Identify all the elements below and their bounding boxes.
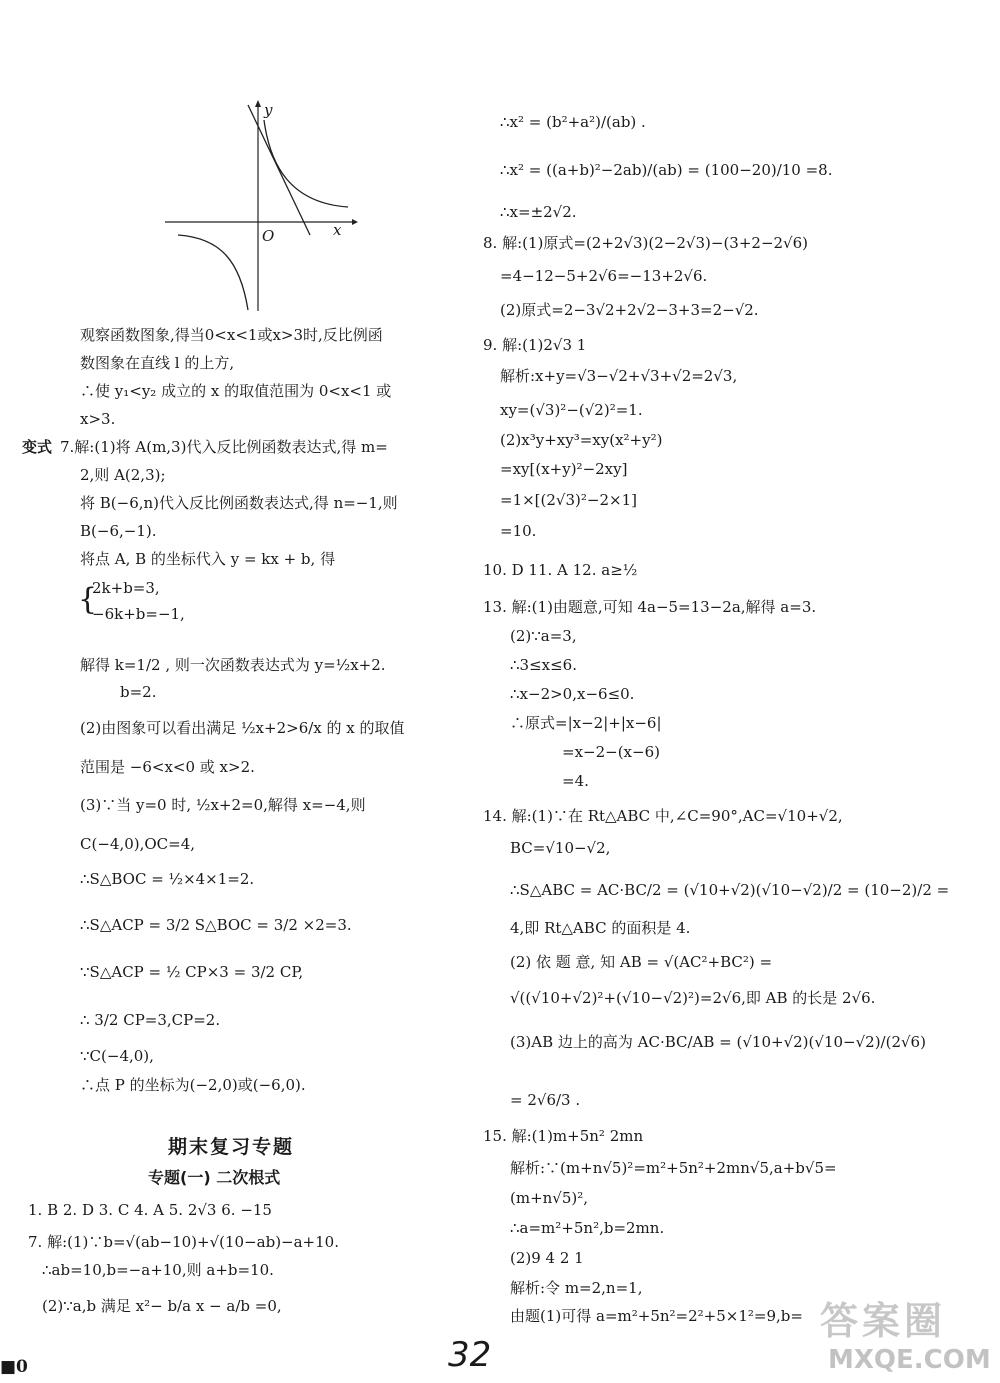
right-line: ∴原式=|x−2|+|x−6|	[510, 714, 662, 732]
left-line: 2k+b=3,	[92, 579, 160, 597]
left-line: 解得 k=1/2 , 则一次函数表达式为 y=½x+2.	[80, 656, 386, 674]
right-line: ∴x² = (b²+a²)/(ab) .	[500, 113, 646, 131]
left-line: b=2.	[120, 683, 157, 701]
right-line: (2)x³y+xy³=xy(x²+y²)	[500, 431, 663, 449]
left-line: (2)由图象可以看出满足 ½x+2>6/x 的 x 的取值	[80, 719, 405, 737]
right-line: BC=√10−√2,	[510, 839, 611, 857]
brace-icon: {	[78, 582, 98, 617]
left-line: 将 B(−6,n)代入反比例函数表达式,得 n=−1,则	[80, 494, 398, 512]
right-line: =1×[(2√3)²−2×1]	[500, 491, 637, 509]
left-line: (3)∵当 y=0 时, ½x+2=0,解得 x=−4,则	[80, 796, 366, 814]
right-line: 解析:∵(m+n√5)²=m²+5n²+2mn√5,a+b√5=	[510, 1159, 837, 1177]
left-line: B(−6,−1).	[80, 522, 157, 540]
left-line: ∴点 P 的坐标为(−2,0)或(−6,0).	[80, 1076, 306, 1094]
right-line: ∴x² = ((a+b)²−2ab)/(ab) = (100−20)/10 =8.	[500, 161, 833, 179]
right-line: ∴x=±2√2.	[500, 203, 577, 221]
graph-y-label: y	[264, 101, 273, 119]
left-line: C(−4,0),OC=4,	[80, 835, 196, 853]
graph-x-label: x	[333, 221, 342, 239]
right-line: 14. 解:(1)∵在 Rt△ABC 中,∠C=90°,AC=√10+√2,	[483, 807, 843, 825]
right-line: ∴S△ABC = AC·BC/2 = (√10+√2)(√10−√2)/2 = (10−2)/2 =	[510, 881, 950, 899]
handwritten-page-number: 32	[448, 1335, 492, 1375]
left-line: ∴ 3/2 CP=3,CP=2.	[80, 1011, 221, 1029]
right-line: =10.	[500, 522, 537, 540]
left-line: ∴使 y₁<y₂ 成立的 x 的取值范围为 0<x<1 或	[80, 382, 392, 400]
watermark-text: 答案圈	[820, 1299, 947, 1343]
watermark-url: MXQE.COM	[828, 1345, 991, 1375]
left-line: 将点 A, B 的坐标代入 y = kx + b, 得	[80, 550, 336, 568]
right-line: (2) 依 题 意, 知 AB = √(AC²+BC²) =	[510, 953, 773, 971]
left-line: ∴ab=10,b=−a+10,则 a+b=10.	[42, 1261, 274, 1279]
right-line: ∴a=m²+5n²,b=2mn.	[510, 1219, 665, 1237]
right-line: =4.	[562, 772, 589, 790]
page-number-left: ■0	[0, 1357, 28, 1377]
right-line: = 2√6/3 .	[510, 1091, 581, 1109]
right-line: 4,即 Rt△ABC 的面积是 4.	[510, 919, 691, 937]
left-line: ∵S△ACP = ½ CP×3 = 3/2 CP,	[80, 963, 304, 981]
section-subtitle: 专题(一) 二次根式	[148, 1168, 281, 1187]
right-line: 13. 解:(1)由题意,可知 4a−5=13−2a,解得 a=3.	[483, 598, 817, 616]
left-line: ∵C(−4,0),	[80, 1047, 154, 1065]
right-line: (3)AB 边上的高为 AC·BC/AB = (√10+√2)(√10−√2)/(2√6)	[510, 1033, 926, 1051]
left-line: 1. B 2. D 3. C 4. A 5. 2√3 6. −15	[28, 1201, 272, 1219]
right-line: =x−2−(x−6)	[562, 743, 660, 761]
left-line: 7. 解:(1)∵b=√(ab−10)+√(10−ab)−a+10.	[28, 1233, 339, 1251]
right-line: 解析:x+y=√3−√2+√3+√2=2√3,	[500, 367, 738, 385]
variant-label: 变式	[22, 438, 53, 456]
right-line: =xy[(x+y)²−2xy]	[500, 460, 628, 478]
right-line: 解析:令 m=2,n=1,	[510, 1279, 643, 1297]
right-line: 10. D 11. A 12. a≥½	[483, 561, 638, 579]
left-line: 2,则 A(2,3);	[80, 466, 166, 484]
right-line: xy=(√3)²−(√2)²=1.	[500, 401, 643, 419]
section-title: 期末复习专题	[168, 1136, 295, 1158]
left-line: x>3.	[80, 410, 116, 428]
right-line: 8. 解:(1)原式=(2+2√3)(2−2√3)−(3+2−2√6)	[483, 234, 809, 252]
left-line: −6k+b=−1,	[92, 605, 185, 623]
right-line: (2)∵a=3,	[510, 627, 577, 645]
left-line: ∴S△BOC = ½×4×1=2.	[80, 870, 255, 888]
right-line: (2)原式=2−3√2+2√2−3+3=2−√2.	[500, 301, 759, 319]
right-line: 由题(1)可得 a=m²+5n²=2²+5×1²=9,b=	[510, 1307, 803, 1325]
right-line: (2)9 4 2 1	[510, 1249, 584, 1267]
left-line: 7.解:(1)将 A(m,3)代入反比例函数表达式,得 m=	[60, 438, 388, 456]
graph-origin-label: O	[262, 227, 275, 245]
right-line: =4−12−5+2√6=−13+2√6.	[500, 267, 708, 285]
right-line: ∴3≤x≤6.	[510, 656, 577, 674]
right-line: 9. 解:(1)2√3 1	[483, 336, 587, 354]
function-graph	[160, 95, 360, 315]
left-line: 范围是 −6<x<0 或 x>2.	[80, 758, 255, 776]
left-line: 数图象在直线 l 的上方,	[80, 354, 235, 372]
left-line: 观察函数图象,得当0<x<1或x>3时,反比例函	[80, 326, 383, 344]
right-line: √((√10+√2)²+(√10−√2)²)=2√6,即 AB 的长是 2√6.	[510, 989, 876, 1007]
left-line: ∴S△ACP = 3/2 S△BOC = 3/2 ×2=3.	[80, 916, 352, 934]
right-line: ∴x−2>0,x−6≤0.	[510, 685, 635, 703]
left-line: (2)∵a,b 满足 x²− b/a x − a/b =0,	[42, 1297, 282, 1315]
right-line: 15. 解:(1)m+5n² 2mn	[483, 1127, 644, 1145]
right-line: (m+n√5)²,	[510, 1189, 589, 1207]
